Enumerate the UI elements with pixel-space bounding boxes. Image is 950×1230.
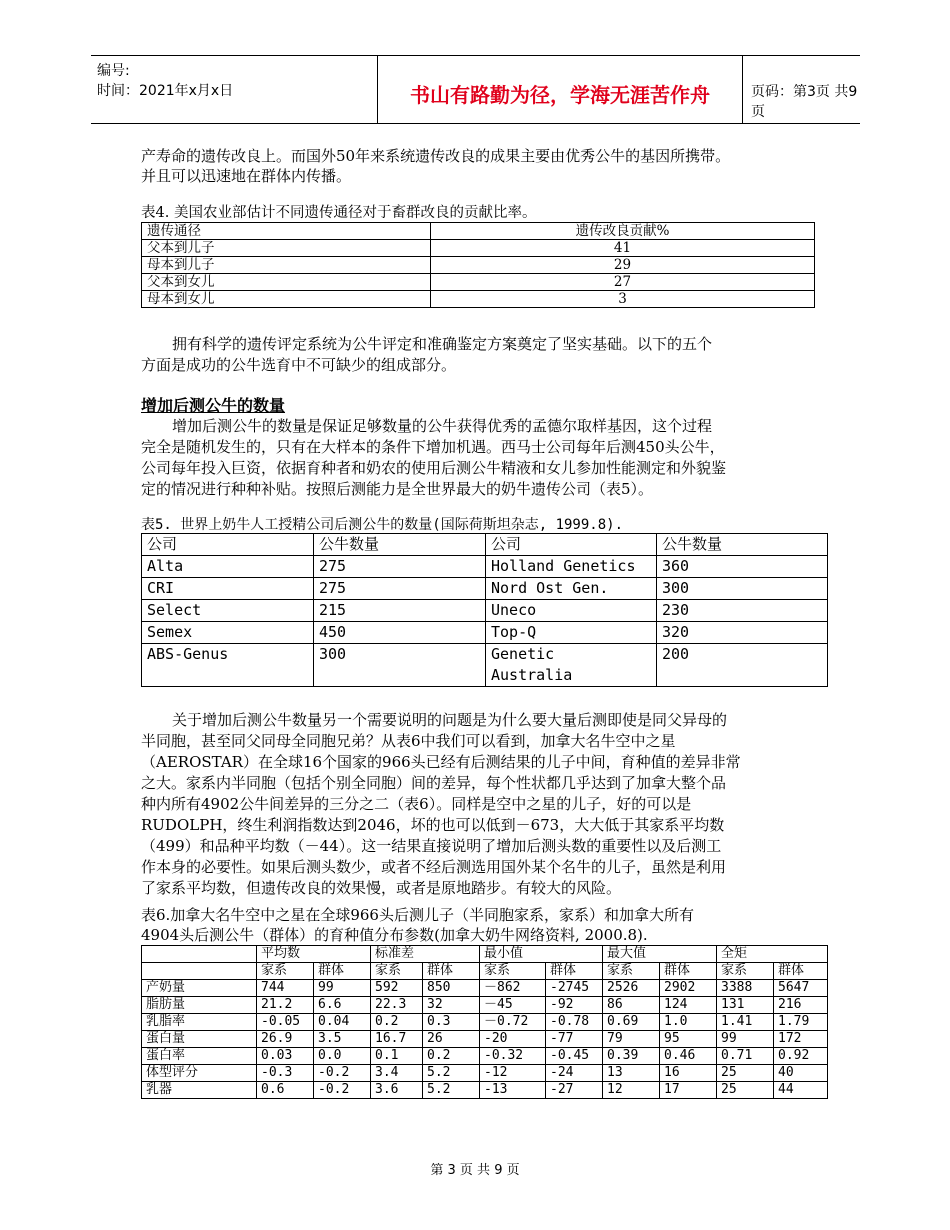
- table-cell: 200: [657, 644, 828, 687]
- table-header-cell: 公司: [486, 534, 657, 556]
- table-cell: 99: [314, 980, 371, 997]
- table-row: [142, 1065, 828, 1082]
- intro-line: 并且可以迅速地在群体内传播。: [141, 167, 352, 185]
- paragraph-line: 关于增加后测公牛数量另一个需要说明的问题是为什么要大量后测即使是同父异母的: [172, 711, 728, 729]
- table-cell: 27: [431, 274, 815, 291]
- table-cell: 1.79: [774, 1014, 828, 1031]
- table-cell: 父本到儿子: [142, 240, 431, 257]
- table-cell: 216: [774, 997, 828, 1014]
- table-cell: 0.69: [603, 1014, 660, 1031]
- table-cell: 3.6: [371, 1082, 423, 1099]
- table-row: [142, 240, 815, 257]
- table-cell: 26: [423, 1031, 480, 1048]
- table-cell: 172: [774, 1031, 828, 1048]
- table6: [141, 945, 828, 1099]
- table-cell: 17: [660, 1082, 717, 1099]
- table-cell: 26.9: [257, 1031, 314, 1048]
- table-cell: -77: [546, 1031, 603, 1048]
- table-header-cell: 最小值: [480, 946, 603, 963]
- row-label: 蛋白量: [142, 1031, 257, 1048]
- table-header-cell: 家系: [603, 963, 660, 980]
- table-header-cell: 家系: [371, 963, 423, 980]
- table-cell: 12: [603, 1082, 660, 1099]
- table-header-cell: 遗传改良贡献%: [431, 223, 815, 240]
- time-label: 时间：2021年x月x日: [97, 83, 234, 99]
- paragraph-line: 了家系平均数，但遗传改良的效果慢，或者是原地踏步。有较大的风险。: [141, 879, 622, 897]
- table-header-cell: 群体: [423, 963, 480, 980]
- table-header-cell: 遗传通径: [142, 223, 431, 240]
- header-divider: [377, 56, 378, 123]
- table-cell: 40: [774, 1065, 828, 1082]
- table-row: [142, 1082, 828, 1099]
- table-cell: 16: [660, 1065, 717, 1082]
- table-cell: 744: [257, 980, 314, 997]
- table6-caption: 4904头后测公牛（群体）的育种值分布参数(加拿大奶牛网络资料, 2000.8).: [141, 926, 648, 944]
- paragraph-line: 半同胞，甚至同父同母全同胞兄弟？从表6中我们可以看到，加拿大名牛空中之星: [141, 732, 676, 750]
- table-cell: 79: [603, 1031, 660, 1048]
- table-cell: -13: [480, 1082, 546, 1099]
- table-row: [142, 622, 828, 644]
- table-cell: 6.6: [314, 997, 371, 1014]
- table-row: [142, 600, 828, 622]
- section-line: 完全是随机发生的，只有在大样本的条件下增加机遇。西马士公司每年后测450头公牛，: [141, 438, 725, 456]
- row-label: 乳器: [142, 1082, 257, 1099]
- row-label: 体型评分: [142, 1065, 257, 1082]
- table-cell: Uneco: [486, 600, 657, 622]
- table-cell: -0.78: [546, 1014, 603, 1031]
- table-cell: 0.71: [717, 1048, 774, 1065]
- table-cell: 131: [717, 997, 774, 1014]
- table-cell: 0.2: [371, 1014, 423, 1031]
- table-cell: CRI: [142, 578, 314, 600]
- table-cell: 0.39: [603, 1048, 660, 1065]
- table-cell: -0.45: [546, 1048, 603, 1065]
- table-cell: 25: [717, 1082, 774, 1099]
- table-cell: -27: [546, 1082, 603, 1099]
- row-label: 脂肪量: [142, 997, 257, 1014]
- table-cell: 21.2: [257, 997, 314, 1014]
- table-cell: 0.92: [774, 1048, 828, 1065]
- page-number-label: 页码：第3页 共9页: [751, 84, 858, 120]
- table-cell: Select: [142, 600, 314, 622]
- section-line: 增加后测公牛的数量是保证足够数量的公牛获得优秀的孟德尔取样基因，这个过程: [172, 417, 713, 435]
- table-cell: 5.2: [423, 1082, 480, 1099]
- table-cell: 29: [431, 257, 815, 274]
- table-cell: 母本到女儿: [142, 291, 431, 308]
- table-header-cell: [142, 963, 257, 980]
- table-cell: 95: [660, 1031, 717, 1048]
- table-cell: 300: [657, 578, 828, 600]
- table-row: [142, 257, 815, 274]
- table4-caption: 表4. 美国农业部估计不同遗传通径对于畜群改良的贡献比率。: [141, 205, 537, 221]
- table-cell: 3: [431, 291, 815, 308]
- intro-line: 产寿命的遗传改良上。而国外50年来系统遗传改良的成果主要由优秀公牛的基因所携带。: [141, 147, 731, 165]
- table-cell: 2902: [660, 980, 717, 997]
- table-header-cell: 家系: [480, 963, 546, 980]
- table-cell: -12: [480, 1065, 546, 1082]
- table-cell: 32: [423, 997, 480, 1014]
- table-header-cell: 公司: [142, 534, 314, 556]
- paragraph-line: 之大。家系内半同胞（包括个别全同胞）间的差异，每个性状都几乎达到了加拿大整个品: [141, 774, 727, 792]
- table-row: [142, 1014, 828, 1031]
- table-cell: Top-Q: [486, 622, 657, 644]
- table-header-cell: 群体: [314, 963, 371, 980]
- header-motto: 书山有路勤为径，学海无涯苦作舟: [410, 83, 710, 107]
- table-cell: 0.0: [314, 1048, 371, 1065]
- table-row: [142, 1031, 828, 1048]
- table-cell: -2745: [546, 980, 603, 997]
- row-label: 蛋白率: [142, 1048, 257, 1065]
- table-cell: 0.46: [660, 1048, 717, 1065]
- row-label: 产奶量: [142, 980, 257, 997]
- table-cell: 275: [314, 556, 486, 578]
- table-row: [142, 556, 828, 578]
- paragraph-line: 方面是成功的公牛选育中不可缺少的组成部分。: [141, 356, 457, 374]
- table-cell: -0.3: [257, 1065, 314, 1082]
- table-cell: 3388: [717, 980, 774, 997]
- table-cell: 230: [657, 600, 828, 622]
- table-row: [142, 578, 828, 600]
- table-cell: 1.0: [660, 1014, 717, 1031]
- table-header-cell: 群体: [546, 963, 603, 980]
- table-header-cell: 家系: [717, 963, 774, 980]
- paragraph-line: 作本身的必要性。如果后测头数少，或者不经后测选用国外某个名牛的儿子，虽然是利用: [141, 858, 727, 876]
- table-header-cell: 群体: [660, 963, 717, 980]
- table-cell: 13: [603, 1065, 660, 1082]
- table5: [141, 533, 828, 687]
- table-cell: 3.5: [314, 1031, 371, 1048]
- table-cell: 360: [657, 556, 828, 578]
- cell-text: Genetic: [491, 645, 555, 663]
- table-cell: ABS-Genus: [142, 644, 314, 687]
- table-row: [142, 1048, 828, 1065]
- section-line: 定的情况进行种种补贴。按照后测能力是全世界最大的奶牛遗传公司（表5）。: [141, 480, 654, 498]
- table-cell: 0.1: [371, 1048, 423, 1065]
- table-cell: 母本到儿子: [142, 257, 431, 274]
- header-divider: [742, 56, 743, 123]
- table6-caption: 表6.加拿大名牛空中之星在全球966头后测儿子（半同胞家系，家系）和加拿大所有: [141, 906, 694, 924]
- table-cell: -0.32: [480, 1048, 546, 1065]
- table-row: [142, 291, 815, 308]
- table-cell: 215: [314, 600, 486, 622]
- table-cell: 850: [423, 980, 480, 997]
- row-label: 乳脂率: [142, 1014, 257, 1031]
- table-cell: -0.05: [257, 1014, 314, 1031]
- table-cell: Nord Ost Gen.: [486, 578, 657, 600]
- table-cell: 592: [371, 980, 423, 997]
- table-cell: 22.3: [371, 997, 423, 1014]
- table-cell: [486, 644, 657, 687]
- table-cell: Holland Genetics: [486, 556, 657, 578]
- table-cell: -92: [546, 997, 603, 1014]
- table-cell: 41: [431, 240, 815, 257]
- table-cell: 1.41: [717, 1014, 774, 1031]
- section-line: 公司每年投入巨资，依据育种者和奶农的使用后测公牛精液和女儿参加性能测定和外貌鉴: [141, 459, 727, 477]
- table-cell: 2526: [603, 980, 660, 997]
- table-header-cell: 公牛数量: [314, 534, 486, 556]
- table-header-cell: 公牛数量: [657, 534, 828, 556]
- table-row: [142, 980, 828, 997]
- table-subheader-row: [142, 963, 828, 980]
- table-cell: 300: [314, 644, 486, 687]
- table-header-cell: 群体: [774, 963, 828, 980]
- table-row: [142, 644, 828, 687]
- section-title: 增加后测公牛的数量: [141, 396, 286, 415]
- table-header-row: [142, 946, 828, 963]
- table5-caption: 表5. 世界上奶牛人工授精公司后测公牛的数量(国际荷斯坦杂志, 1999.8).: [141, 517, 624, 533]
- table-cell: 320: [657, 622, 828, 644]
- paragraph-line: （499）和品种平均数（－44）。这一结果直接说明了增加后测头数的重要性以及后测工: [141, 837, 722, 855]
- table-header-row: [142, 223, 815, 240]
- table-cell: Alta: [142, 556, 314, 578]
- table-cell: 0.04: [314, 1014, 371, 1031]
- table-cell: 25: [717, 1065, 774, 1082]
- table-cell: 0.6: [257, 1082, 314, 1099]
- paragraph-line: 种内所有4902公牛间差异的三分之二（表6）。同样是空中之星的儿子，好的可以是: [141, 795, 692, 813]
- table-cell: 275: [314, 578, 486, 600]
- table-header-cell: 全矩: [717, 946, 828, 963]
- table-cell: 父本到女儿: [142, 274, 431, 291]
- table-cell: 0.2: [423, 1048, 480, 1065]
- table-cell: 0.3: [423, 1014, 480, 1031]
- table-header-cell: 最大值: [603, 946, 717, 963]
- table-cell: －0.72: [480, 1014, 546, 1031]
- paragraph-line: 拥有科学的遗传评定系统为公牛评定和准确鉴定方案奠定了坚实基础。以下的五个: [172, 335, 713, 353]
- table-cell: -0.2: [314, 1082, 371, 1099]
- table-cell: -0.2: [314, 1065, 371, 1082]
- table-header-row: [142, 534, 828, 556]
- page-footer: 第 3 页 共 9 页: [430, 1163, 520, 1178]
- table-cell: 99: [717, 1031, 774, 1048]
- table-row: [142, 997, 828, 1014]
- table-cell: 450: [314, 622, 486, 644]
- paragraph-line: （AEROSTAR）在全球16个国家的966头已经有后测结果的儿子中间，育种值的差异非常: [141, 753, 741, 771]
- table-cell: -20: [480, 1031, 546, 1048]
- table-row: [142, 274, 815, 291]
- table-cell: 3.4: [371, 1065, 423, 1082]
- number-label: 编号:: [97, 63, 130, 79]
- page-header: [91, 55, 860, 124]
- table-header-cell: 平均数: [257, 946, 371, 963]
- table-cell: 86: [603, 997, 660, 1014]
- table-header-cell: [142, 946, 257, 963]
- table-cell: 124: [660, 997, 717, 1014]
- table-cell: －862: [480, 980, 546, 997]
- table-header-cell: 家系: [257, 963, 314, 980]
- table-cell: -24: [546, 1065, 603, 1082]
- paragraph-line: RUDOLPH，终生利润指数达到2046，坏的也可以低到－673，大大低于其家系平均数: [141, 816, 725, 834]
- table-header-cell: 标准差: [371, 946, 480, 963]
- table4: [141, 222, 815, 308]
- table-cell: －45: [480, 997, 546, 1014]
- cell-text: Australia: [491, 666, 573, 684]
- table-cell: 44: [774, 1082, 828, 1099]
- table-cell: 16.7: [371, 1031, 423, 1048]
- table-cell: 0.03: [257, 1048, 314, 1065]
- table-cell: 5647: [774, 980, 828, 997]
- table-cell: 5.2: [423, 1065, 480, 1082]
- table-cell: Semex: [142, 622, 314, 644]
